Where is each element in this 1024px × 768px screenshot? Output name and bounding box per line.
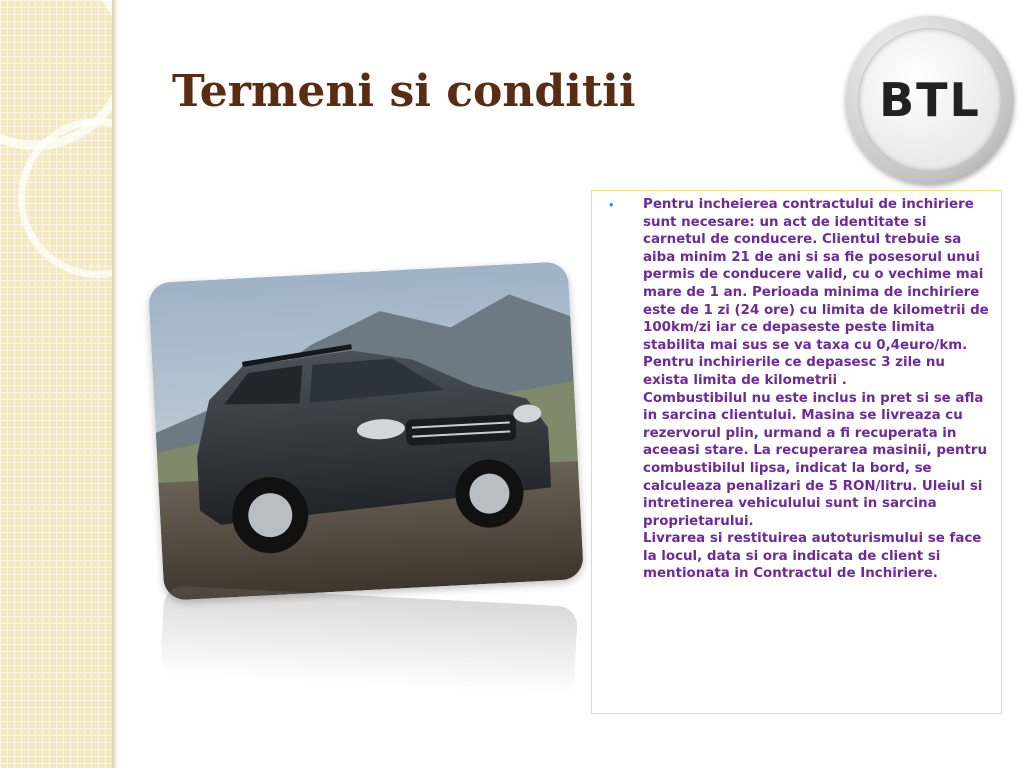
bullet-dot-icon: •: [609, 197, 614, 212]
car-photo: [148, 261, 584, 601]
bullet-item: [609, 196, 991, 583]
paragraph-documents: Pentru incheierea contractului de inchiriere sunt necesare: un act de identitate si carnetul de conducere. Clientul trebuie sa aiba minim 21 de ani si sa fie posesorul unui permis de conducere valid, cu o vechime mai mare de 1 an. Perioada minima de inchiriere este de 1 zi (24 ore) cu limita de kilometrii de 100km/zi iar ce depaseste peste limita stabilita mai sus se va taxa cu 0,4euro/km. Pentru inchirierile ce depasesc 3 zile nu exista limita de kilometrii .: [643, 197, 989, 388]
bullet-text: [643, 196, 991, 583]
strip-edge: [112, 0, 118, 768]
decorative-strip: [0, 0, 112, 768]
btl-logo: [846, 16, 1014, 184]
paragraph-delivery: Livrarea si restituirea autoturismului se face la locul, data si ora indicata de client si mentionata in Contractul de Inchiriere.: [643, 531, 982, 582]
photo-reflection: [160, 585, 578, 697]
slide-title: Termeni si conditii: [172, 66, 636, 117]
logo-text: BTL: [879, 73, 981, 127]
paragraph-fuel: Combustibilul nu este inclus in pret si se afla in sarcina clientului. Masina se livreaza cu rezervorul plin, urmand a fi recuperata in aceeasi stare. La recuperarea masinii, pentru combustibilul lipsa, indicat la bord, se calculeaza penalizari de 5 RON/litru. Uleiul si intretinerea vehiculului sunt in sarcina proprietarului.: [643, 390, 988, 529]
suv-image: [148, 261, 584, 601]
conditions-textbox: [591, 190, 1002, 714]
